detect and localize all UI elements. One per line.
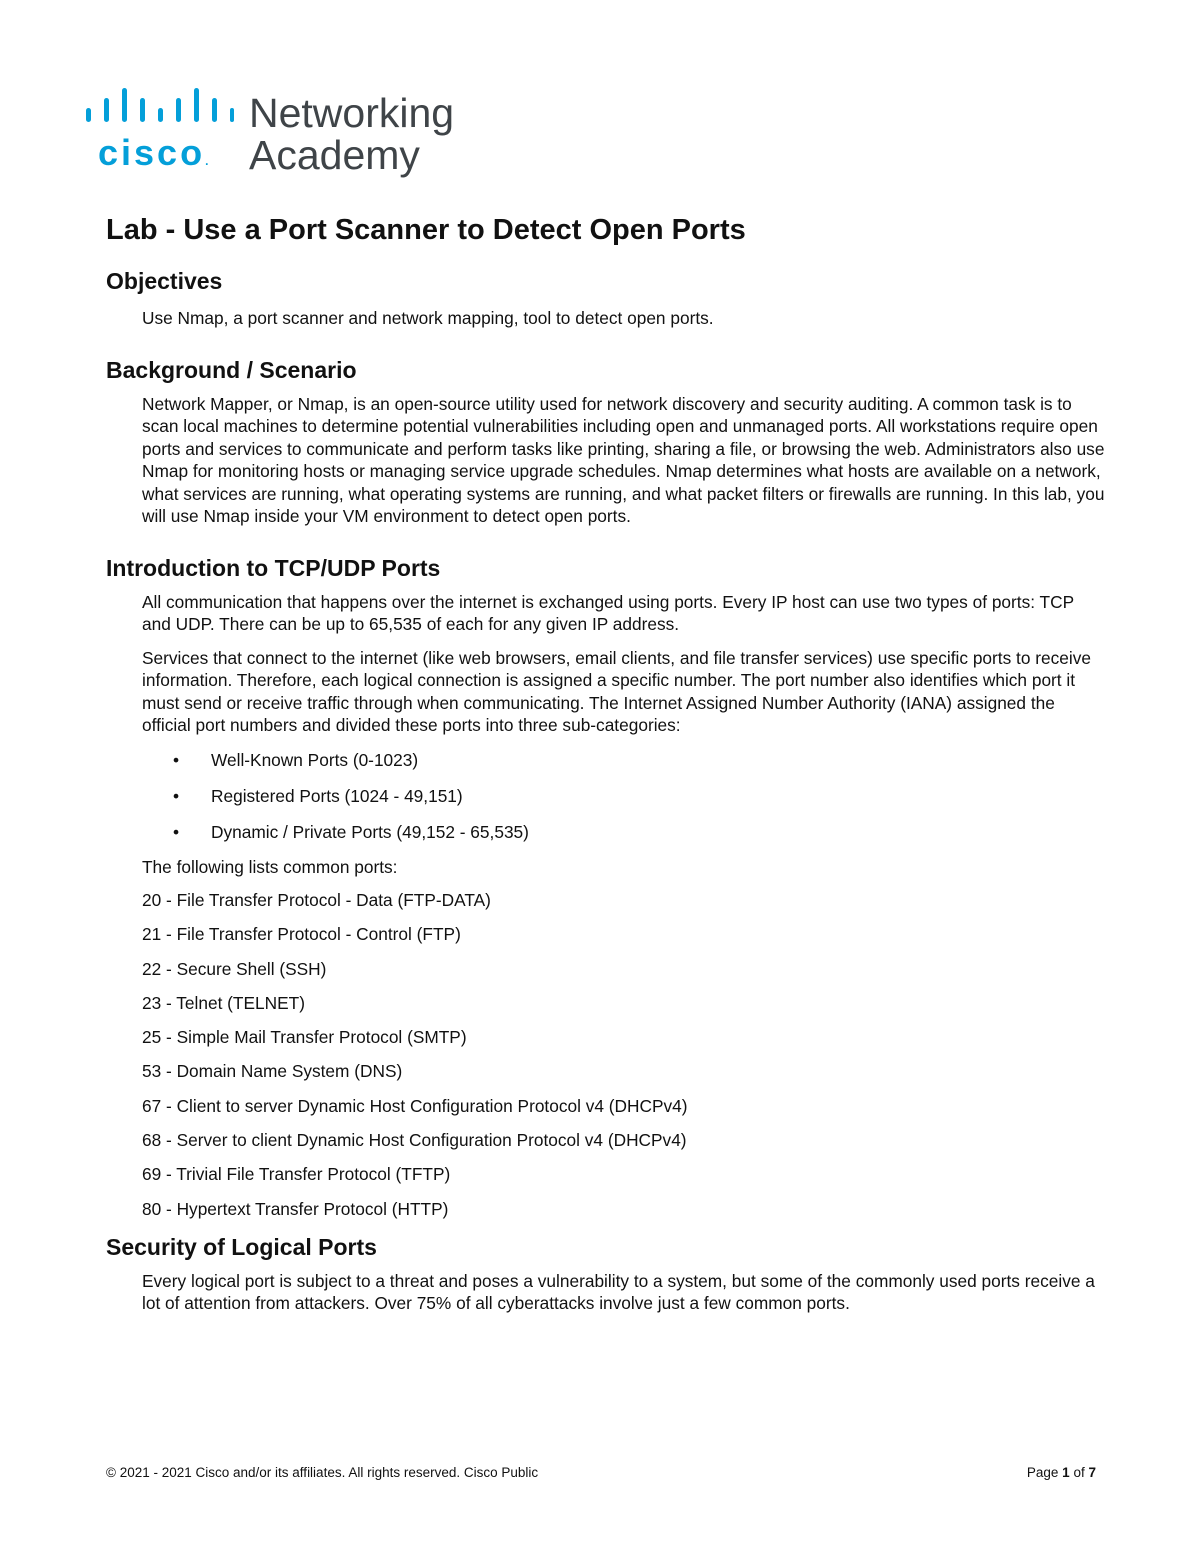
- cisco-bridge-bars-icon: [84, 86, 234, 126]
- logo-networking-text: Networking: [249, 90, 455, 136]
- background-heading: Background / Scenario: [106, 356, 357, 383]
- list-item: 20 - File Transfer Protocol - Data (FTP-DATA): [142, 890, 491, 910]
- copyright-text: © 2021 - 2021 Cisco and/or its affiliates. All rights reserved. Cisco Public: [106, 1465, 539, 1480]
- background-text: Network Mapper, or Nmap, is an open-source utility used for network discovery and security auditing. A common task is to scan local machines to determine potential vulnerabilities including open and unmanaged ports. All workstations require open ports and services to communicate and perform tasks like printing, sharing a file, or browsing the web. Administrators also use Nmap for monitoring hosts or managing service upgrade schedules. Nmap determines what hosts are available on a network, what services are running, what operating systems are running, and what packet filters or firewalls are running. In this lab, you will use Nmap inside your VM environment to detect open ports.: [142, 393, 1105, 526]
- common-ports-list: [142, 889, 1106, 1220]
- list-item: 68 - Server to client Dynamic Host Configuration Protocol v4 (DHCPv4): [142, 1130, 687, 1151]
- intro-paragraph-2: Services that connect to the internet (like web browsers, email clients, and file transfer services) use specific ports to receive information. Therefore, each logical connection is assigned a specific number. The port number also identifies which port it must send or receive traffic through when communicating. The Internet Assigned Number Authority (IANA) assigned the official port numbers and divided these ports into three sub-categories:: [142, 647, 1091, 735]
- list-item: 23 - Telnet (TELNET): [142, 992, 305, 1013]
- list-item: • Registered Ports (1024 - 49,151): [173, 785, 463, 806]
- list-item: 69 - Trivial File Transfer Protocol (TFTP): [142, 1164, 451, 1185]
- security-heading: Security of Logical Ports: [106, 1233, 377, 1260]
- list-item: 22 - Secure Shell (SSH): [142, 958, 327, 979]
- cisco-wordmark: cisco.: [98, 132, 209, 173]
- logo-academy-text: Academy: [249, 132, 420, 178]
- bullet-icon: •: [173, 785, 180, 806]
- bullet-icon: •: [173, 821, 180, 842]
- list-item: 67 - Client to server Dynamic Host Configuration Protocol v4 (DHCPv4): [142, 1095, 688, 1116]
- page-title: Lab - Use a Port Scanner to Detect Open Ports: [106, 214, 746, 246]
- intro-heading: Introduction to TCP/UDP Ports: [106, 554, 441, 581]
- bullet-icon: •: [173, 749, 180, 770]
- cisco-networking-academy-logo: [84, 86, 484, 182]
- intro-paragraph-1: All communication that happens over the internet is exchanged using ports. Every IP host can use two types of ports: TCP and UDP. There can be up to 65,535 of each for any given IP address.: [142, 591, 1074, 634]
- list-item: 80 - Hypertext Transfer Protocol (HTTP): [142, 1198, 449, 1219]
- port-category-list: [142, 749, 1106, 844]
- objectives-text: Use Nmap, a port scanner and network mapping, tool to detect open ports.: [142, 308, 714, 328]
- page-number: Page 1 of 7: [1026, 1465, 1096, 1480]
- security-text: Every logical port is subject to a threat and poses a vulnerability to a system, but some of the commonly used ports receive a lot of attention from attackers. Over 75% of all cyberattacks involve just a few common ports.: [142, 1270, 1095, 1314]
- list-item: • Well-Known Ports (0-1023): [173, 749, 419, 770]
- document-body: [106, 210, 1106, 1315]
- ports-list-intro: The following lists common ports:: [142, 856, 398, 877]
- list-item: 53 - Domain Name System (DNS): [142, 1061, 403, 1082]
- list-item: • Dynamic / Private Ports (49,152 - 65,535): [173, 821, 529, 842]
- list-item: 25 - Simple Mail Transfer Protocol (SMTP): [142, 1027, 467, 1048]
- objectives-heading: Objectives: [106, 268, 223, 294]
- list-item: 21 - File Transfer Protocol - Control (FTP): [142, 924, 461, 945]
